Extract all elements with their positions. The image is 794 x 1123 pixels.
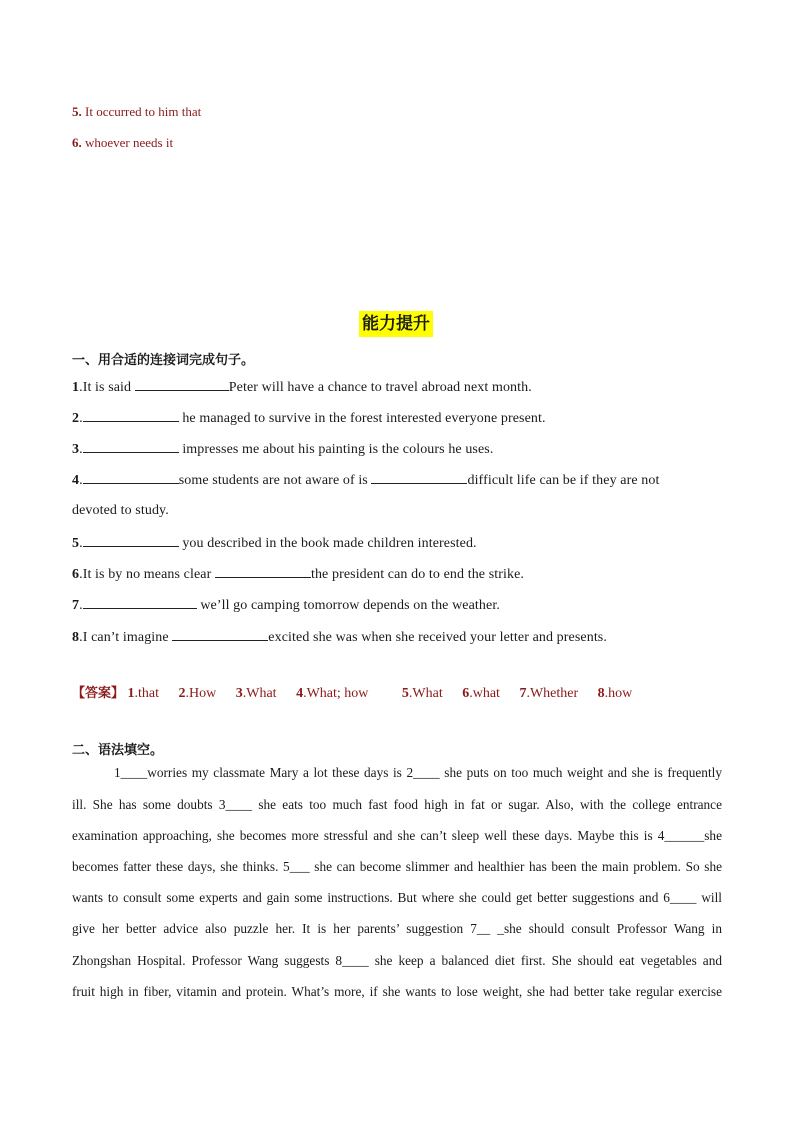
question-4: 4. some students are not aware of is difficult life can be if they are not	[72, 473, 660, 488]
part2-heading: 二、语法填空。	[72, 743, 164, 758]
answer-item: 5.What	[401, 686, 443, 701]
answer-tag: 【答案】	[72, 686, 125, 701]
question-6: 6.It is by no means clear the president can do to end the strike.	[72, 567, 525, 582]
blank	[172, 628, 268, 641]
answer-line-6: 6. whoever needs it	[72, 135, 174, 150]
answer-item: 8.how	[597, 686, 633, 701]
passage-line: fruit high in fiber, vitamin and protein. What’s more, if she wants to lose weight, she had better take regular exercise	[72, 984, 722, 999]
blank	[83, 471, 179, 484]
question-1: 1.It is said Peter will have a chance to travel abroad next month.	[72, 380, 532, 395]
answer-item: 2.How	[178, 686, 217, 701]
passage-line: ill. She has some doubts 3____ she eats too much fast food high in fat or sugar. Also, with the college entrance	[72, 797, 722, 812]
passage-line: 1____worries my classmate Mary a lot these days is 2____ she puts on too much weight and she is frequently	[114, 765, 722, 780]
blank	[215, 565, 311, 578]
answer-item: 7.Whether	[519, 686, 579, 701]
blank	[83, 596, 197, 609]
passage-line: give her better advice also puzzle her. It is her parents’ suggestion 7__ _she should consult Professor Wang in	[72, 921, 722, 936]
question-7: 7. we’ll go camping tomorrow depends on the weather.	[72, 598, 500, 613]
question-4-continued: devoted to study.	[72, 503, 169, 518]
answer-item: 6.what	[462, 686, 500, 701]
part1-heading: 一、用合适的连接词完成句子。	[72, 353, 255, 368]
answer-line-5: 5. It occurred to him that	[72, 104, 202, 119]
blank	[83, 440, 179, 453]
passage-line: wants to consult some experts and gain some instructions. But where she could get better suggestions and 6____ will	[72, 890, 722, 905]
answer-item: 4.What; how	[296, 686, 369, 701]
answer-key	[72, 682, 648, 702]
blank	[371, 471, 467, 484]
blank	[83, 534, 179, 547]
question-2: 2. he managed to survive in the forest interested everyone present.	[72, 411, 546, 426]
passage-line: Zhongshan Hospital. Professor Wang suggests 8____ she keep a balanced diet first. She should eat vegetables and	[72, 953, 722, 968]
blank	[83, 409, 179, 422]
passage-line: examination approaching, she becomes more stressful and she can’t sleep well these days. Maybe this is 4______she	[72, 828, 722, 843]
section-title: 能力提升	[359, 311, 433, 337]
blank	[135, 378, 229, 391]
question-5: 5. you described in the book made children interested.	[72, 536, 477, 551]
passage-line: becomes fatter these days, she thinks. 5___ she can become slimmer and healthier has been the main problem. So she	[72, 859, 722, 874]
question-8: 8.I can’t imagine excited she was when she received your letter and presents.	[72, 630, 607, 645]
answer-item: 1.that	[127, 686, 160, 701]
answer-item: 3.What	[235, 686, 277, 701]
question-3: 3. impresses me about his painting is the colours he uses.	[72, 442, 494, 457]
